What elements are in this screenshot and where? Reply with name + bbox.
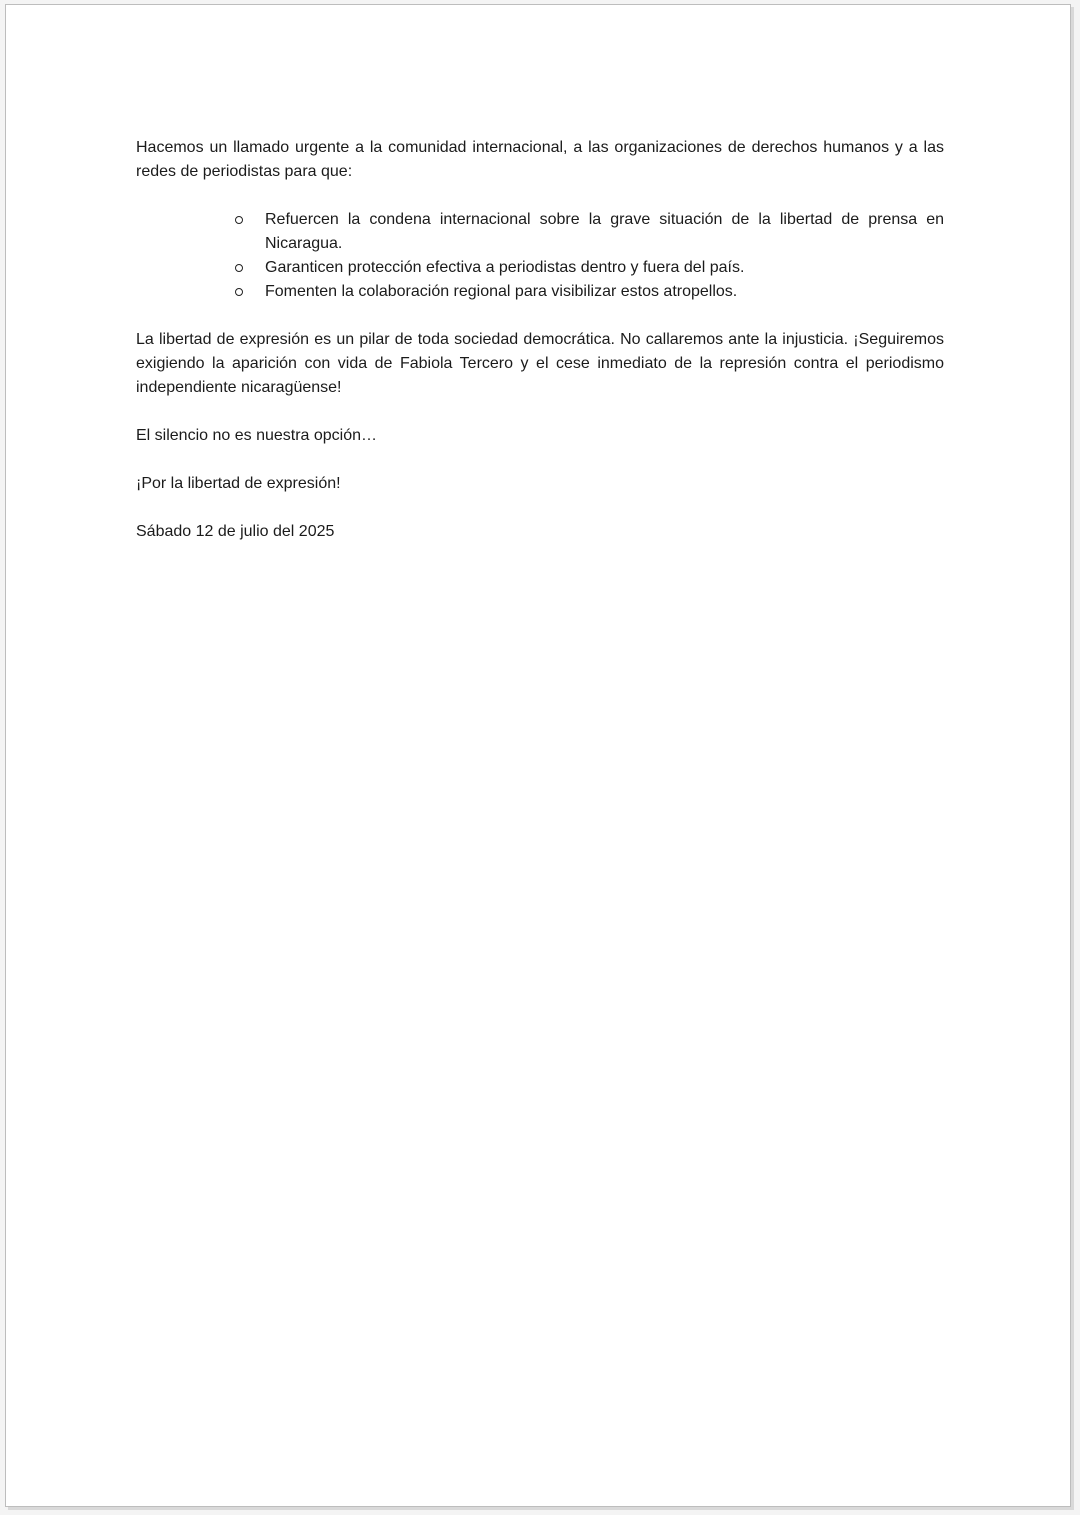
list-item — [136, 280, 944, 304]
list-item-text: Garanticen protección efectiva a periodistas dentro y fuera del país. — [265, 259, 745, 276]
paragraph-body: La libertad de expresión es un pilar de toda sociedad democrática. No callaremos ante la injusticia. ¡Seguiremos exigiendo la aparición con vida de Fabiola Tercero y el cese inmediato de la represión contra el periodismo independiente nicaragüense! — [136, 331, 944, 396]
paragraph-freedom: ¡Por la libertad de expresión! — [136, 475, 341, 492]
circle-bullet-icon — [235, 216, 243, 224]
paragraph-silence: El silencio no es nuestra opción… — [136, 427, 378, 444]
list-item-text: Fomenten la colaboración regional para visibilizar estos atropellos. — [265, 283, 738, 300]
paragraph-date: Sábado 12 de julio del 2025 — [136, 523, 335, 540]
list-item-text: Refuercen la condena internacional sobre la grave situación de la libertad de prensa en Nicaragua. — [265, 211, 944, 252]
document-page — [5, 4, 1071, 1507]
document-content — [136, 136, 944, 568]
list-item — [136, 208, 944, 256]
paragraph-intro: Hacemos un llamado urgente a la comunidad internacional, a las organizaciones de derechos humanos y a las redes de periodistas para que: — [136, 139, 944, 180]
circle-bullet-icon — [235, 288, 243, 296]
circle-bullet-icon — [235, 264, 243, 272]
demands-list — [136, 208, 944, 304]
list-item — [136, 256, 944, 280]
